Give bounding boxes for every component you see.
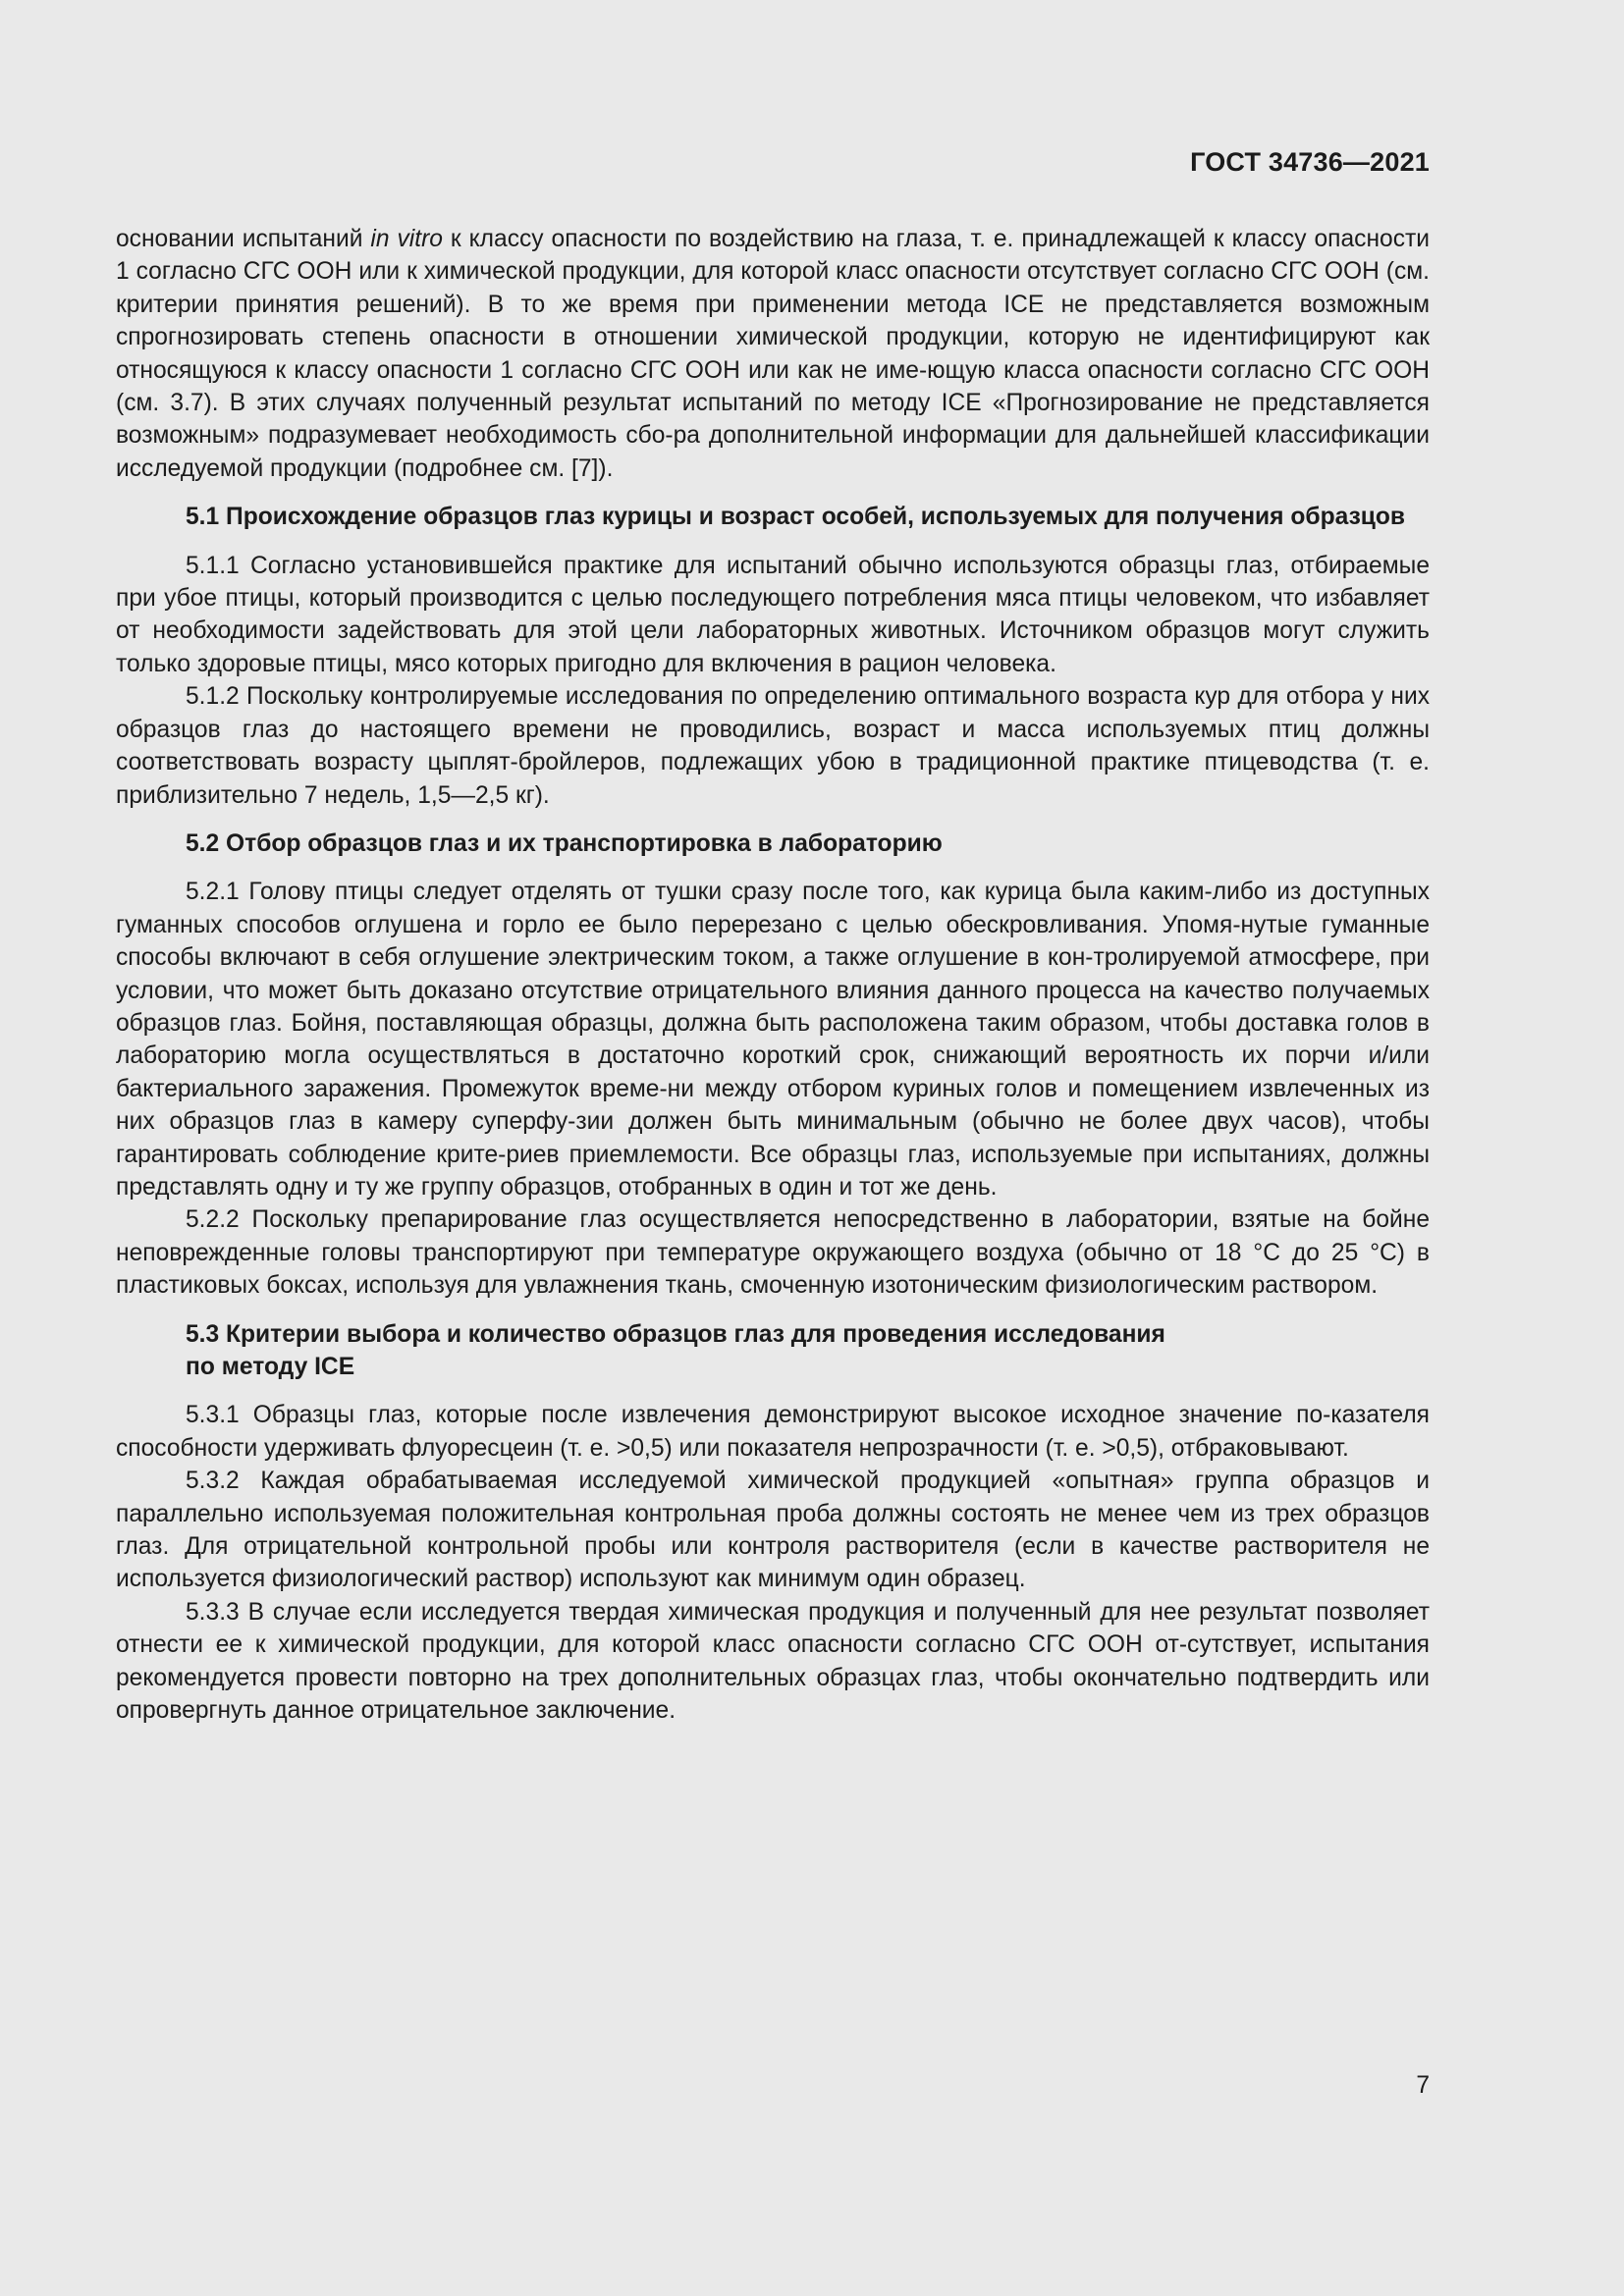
- document-id-header: ГОСТ 34736—2021: [1190, 147, 1430, 177]
- section-heading-5-1: 5.1 Происхождение образцов глаз курицы и возраст особей, используемых для получения образцов: [186, 504, 1406, 531]
- intro-italic-term: in vitro: [370, 226, 443, 252]
- paragraph-5-3-3: 5.3.3 В случае если исследуется твердая химическая продукция и полученный для нее результат позволяет отнести ее к химической продукции, для которой класс опасности согласно СГС ООН от-сутствует, испытания рекомендуется провести повторно на трех дополнительных образцах глаз, чтобы окончательно подтвердить или опровергнуть данное отрицательное заключение.: [116, 1598, 1430, 1725]
- paragraph-5-2-2: 5.2.2 Поскольку препарирование глаз осуществляется непосредственно в лаборатории, взятые на бойне неповрежденные головы транспортируют при температуре окружающего воздуха (обычно от 18 °C до 25 °C) в пластиковых боксах, используя для увлажнения ткань, смоченную изотоническим физиологическим раствором.: [116, 1206, 1430, 1300]
- paragraph-5-2-1: 5.2.1 Голову птицы следует отделять от тушки сразу после того, как курица была каким-либо из доступных гуманных способов оглушена и горло ее было перерезано с целью обескровливания. Упомя-нутые гуманные способы включают в себя оглушение электрическим током, а также оглушение в кон-тролируемой атмосфере, при условии, что может быть доказано отсутствие отрицательного влияния данного процесса на качество получаемых образцов глаз. Бойня, поставляющая образцы, должна быть расположена таким образом, чтобы доставка голов в лабораторию могла осуществляться в достаточно короткий срок, снижающий вероятность их порчи и/или бактериального заражения. Промежуток време-ни между отбором куриных голов и помещением извлеченных из них образцов глаз в камеру суперфу-зии должен быть минимальным (обычно не более двух часов), чтобы гарантировать соблюдение крите-риев приемлемости. Все образцы глаз, используемые при испытаниях, должны представлять одну и ту же группу образцов, отобранных в один и тот же день.: [116, 879, 1430, 1201]
- intro-text-rest: к классу опасности по воздействию на глаза, т. е. принадлежащей к классу опасности 1 согласно СГС ООН или к химической продукции, для которой класс опасности отсутствует согласно СГС ООН (см. критерии принятия решений). В то же время при применении метода ICE не представляется возможным спрогнозировать степень опасности в отношении химической продукции, которую не идентифицируют как относящуюся к классу опасности 1 согласно СГС ООН или как не име-ющую класса опасности согласно СГС ООН (см. 3.7). В этих случаях полученный результат испытаний по методу ICE «Прогнозирование не представляется возможным» подразумевает необходимость сбо-ра дополнительной информации для дальнейшей классификации исследуемой продукции (подробнее см. [7]).: [116, 226, 1431, 482]
- intro-paragraph: [116, 223, 1430, 485]
- section-heading-5-3-line2: по методу ICE: [186, 1354, 355, 1380]
- document-body: [116, 223, 1430, 1727]
- section-heading-5-3-line1: 5.3 Критерии выбора и количество образцов глаз для проведения исследования: [186, 1320, 1165, 1348]
- paragraph-5-1-1: 5.1.1 Согласно установившейся практике для испытаний обычно используются образцы глаз, отбираемые при убое птицы, который производится с целью последующего потребления мяса птицы человеком, что избавляет от необходимости задействовать для этой цели лабораторных животных. Источником образцов могут служить только здоровые птицы, мясо которых пригодно для включения в рацион человека.: [116, 552, 1430, 677]
- paragraph-5-3-2: 5.3.2 Каждая обрабатываемая исследуемой химической продукцией «опытная» группа образцов и параллельно используемая положительная контрольная проба должны состоять не менее чем из трех образцов глаз. Для отрицательной контрольной пробы или контроля растворителя (если в качестве растворителя не используется физиологический раствор) используют как минимум один образец.: [116, 1468, 1430, 1593]
- paragraph-5-1-2: 5.1.2 Поскольку контролируемые исследования по определению оптимального возраста кур для отбора у них образцов глаз до настоящего времени не проводились, возраст и масса используемых птиц должны соответствовать возрасту цыплят-бройлеров, подлежащих убою в традиционной практике птицеводства (т. е. приблизительно 7 недель, 1,5—2,5 кг).: [116, 683, 1430, 809]
- section-heading-5-3: [116, 1318, 1430, 1384]
- page-number: 7: [1416, 2072, 1430, 2099]
- section-heading-5-2: 5.2 Отбор образцов глаз и их транспортировка в лабораторию: [186, 829, 943, 857]
- intro-text-start: основании испытаний: [116, 226, 371, 252]
- paragraph-5-3-1: 5.3.1 Образцы глаз, которые после извлечения демонстрируют высокое исходное значение по-казателя способности удерживать флуоресцеин (т. е. >0,5) или показателя непрозрачности (т. е. >0,5), отбраковывают.: [116, 1402, 1430, 1462]
